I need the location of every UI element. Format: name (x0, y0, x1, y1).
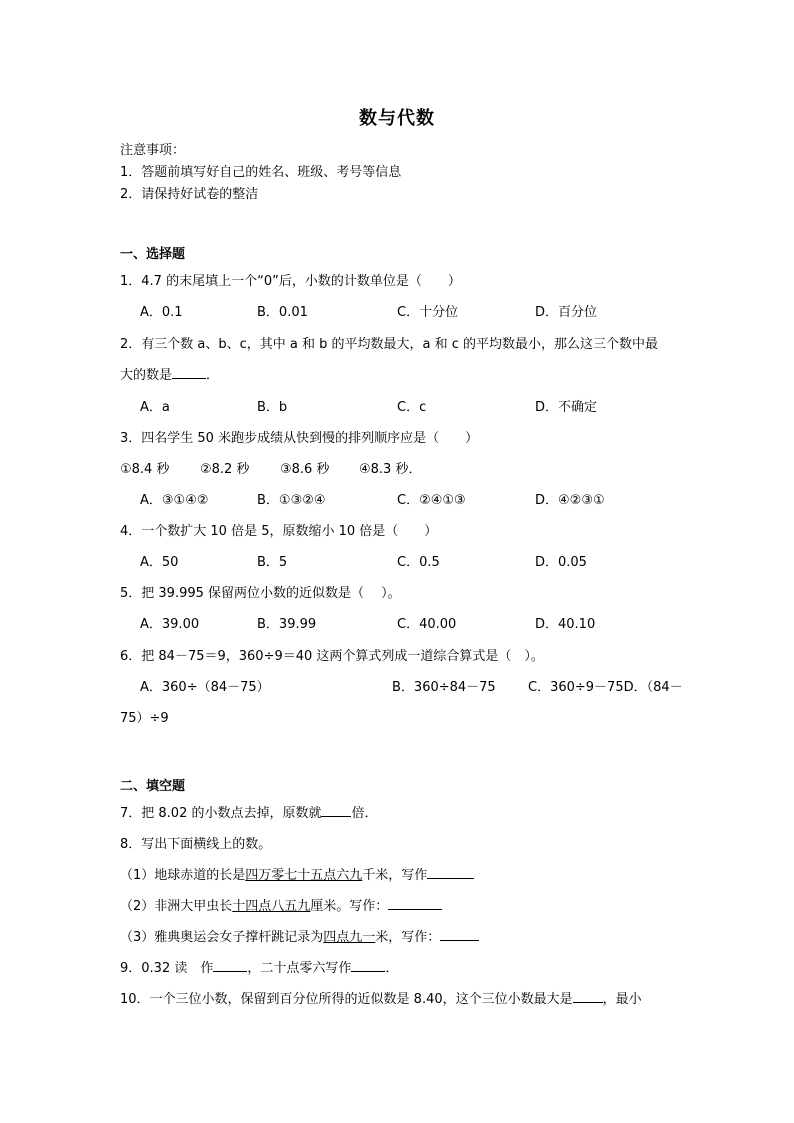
q3-option-c: C．②④①③ (397, 493, 466, 508)
q8-sub-1-pre: （1）地球赤道的长是 (120, 868, 246, 883)
q3-item-2: ②8.2 秒 (200, 462, 250, 477)
answer-blank (427, 866, 474, 879)
q2-option-c: C．c (397, 400, 427, 415)
question-5-text: 5．把 39.995 保留两位小数的近似数是（ ）。 (120, 586, 401, 601)
q3-item-3: ③8.6 秒 (280, 462, 330, 477)
q9-text-b: ，二十点零六写作 (247, 961, 352, 976)
q4-option-a: A．50 (140, 555, 179, 570)
question-10-text (120, 988, 642, 1007)
q3-option-a: A．③①④② (140, 493, 209, 508)
q10-text-a: 10．一个三位小数，保留到百分位所得的近似数是 8.40，这个三位小数最大是 (120, 992, 573, 1007)
answer-blank (213, 959, 247, 972)
q5-option-d: D．40.10 (535, 617, 596, 632)
q9-text-c: ． (385, 961, 399, 976)
q1-option-b: B．0.01 (257, 305, 308, 320)
q1-option-c: C．十分位 (397, 305, 459, 320)
q3-option-d: D．④②③① (535, 493, 605, 508)
q2-option-d: D．不确定 (535, 400, 598, 415)
q3-item-4: ④8.3 秒． (359, 462, 422, 477)
page-title: 数与代数 (359, 108, 435, 129)
q8-sub-3-underlined: 四点九一 (323, 930, 376, 945)
q8-sub-1-underlined: 四万零七十五点六九 (245, 868, 363, 883)
answer-blank (440, 928, 479, 941)
answer-blank (172, 366, 206, 379)
section-fill-heading: 二、填空题 (120, 779, 186, 794)
q8-sub-2 (120, 895, 442, 914)
question-1-text: 1．4.7 的末尾填上一个“0”后，小数的计数单位是（ ） (120, 274, 461, 289)
answer-blank (321, 804, 351, 817)
notes-line-2: 2．请保持好试卷的整洁 (120, 187, 259, 202)
q2-option-a: A．a (140, 400, 170, 415)
q2-text-end: ． (206, 368, 220, 383)
q2-option-b: B．b (257, 400, 288, 415)
question-2-text-cont (120, 364, 219, 383)
question-3-text: 3．四名学生 50 米跑步成绩从快到慢的排列顺序应是（ ） (120, 431, 479, 446)
q8-sub-3-post: 米，写作： (375, 930, 441, 945)
notes-line-1: 1．答题前填写好自己的姓名、班级、考号等信息 (120, 165, 402, 180)
question-7-text (120, 802, 378, 821)
q8-sub-2-post: 厘米。写作： (310, 899, 389, 914)
q10-text-b: ，最小 (602, 992, 642, 1007)
q7-text-part: 7．把 8.02 的小数点去掉，原数就 (120, 806, 322, 821)
answer-blank (573, 990, 603, 1003)
notes-heading: 注意事项： (120, 143, 186, 158)
q4-option-d: D．0.05 (535, 555, 587, 570)
question-9-text (120, 957, 398, 976)
q8-sub-1-post: 千米，写作 (362, 868, 428, 883)
q8-sub-2-pre: （2）非洲大甲虫长 (120, 899, 233, 914)
q8-sub-3-pre: （3）雅典奥运会女子撑杆跳记录为 (120, 930, 324, 945)
q6-option-b: B．360÷84－75 (392, 680, 496, 695)
q6-option-a: A．360÷（84－75） (140, 680, 270, 695)
q4-option-c: C．0.5 (397, 555, 440, 570)
answer-blank (388, 897, 442, 910)
q6-option-cd: C．360÷9－75D．（84－ (528, 680, 683, 695)
q7-text-end: 倍． (351, 806, 378, 821)
q8-sub-3 (120, 926, 479, 945)
q5-option-b: B．39.99 (257, 617, 317, 632)
q8-sub-2-underlined: 十四点八五九 (232, 899, 311, 914)
question-8-text: 8．写出下面横线上的数。 (120, 837, 272, 852)
q9-text-a: 9．0.32 读 作 (120, 961, 214, 976)
question-2-text: 2．有三个数 a、b、c，其中 a 和 b 的平均数最大，a 和 c 的平均数最小，那么这三个数中最 (120, 337, 659, 352)
question-4-text: 4．一个数扩大 10 倍是 5，原数缩小 10 倍是（ ） (120, 524, 438, 539)
answer-blank (351, 959, 385, 972)
q1-option-a: A．0.1 (140, 305, 183, 320)
q8-sub-1 (120, 864, 474, 883)
q5-option-a: A．39.00 (140, 617, 200, 632)
q6-option-d-cont: 75）÷9 (120, 711, 169, 726)
q2-text-part: 大的数是 (120, 368, 173, 383)
section-choice-heading: 一、选择题 (120, 247, 186, 262)
q3-item-1: ①8.4 秒 (120, 462, 170, 477)
q3-option-b: B．①③②④ (257, 493, 326, 508)
question-6-text: 6．把 84－75＝9，360÷9＝40 这两个算式列成一道综合算式是（ ）。 (120, 649, 544, 664)
q1-option-d: D．百分位 (535, 305, 598, 320)
q5-option-c: C．40.00 (397, 617, 457, 632)
q4-option-b: B．5 (257, 555, 288, 570)
